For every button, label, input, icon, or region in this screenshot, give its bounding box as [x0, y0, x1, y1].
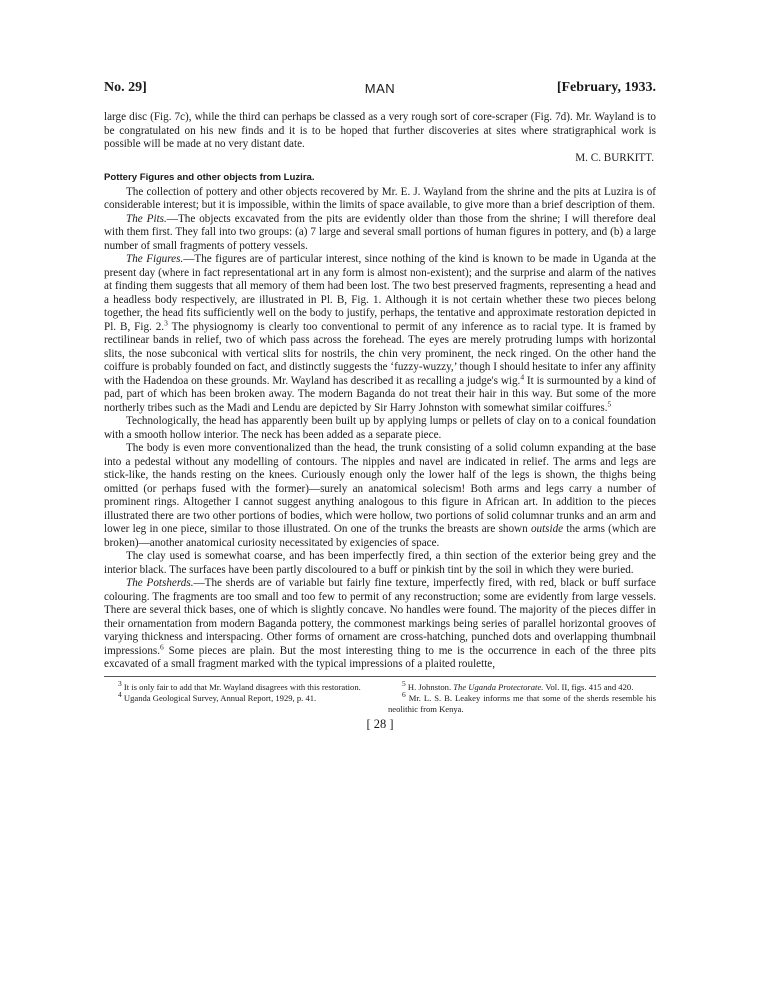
- footnotes-left: [104, 678, 372, 715]
- footnote-ref-6: 6: [160, 641, 164, 651]
- figures-text-a: —The figures are of particular interest, since nothing of the kind is known to be made in Uganda at the present day (where in fact representational art in any form is almost non-existent); and the surprise and alarm of the natives at finding them suggests that all memory of them had been lost. The two best preserved fragments, representing a head and a headless body respectively, are illustrated in Pl. B, Fig. 1. Although it is not certain whether these two pieces belong together, the head fits sufficiently well on the body to justify, perhaps, the tentative and approximate restoration depicted in Pl. B, Fig. 2.: [104, 253, 656, 333]
- footnotes-right: [388, 678, 656, 715]
- paragraph-clay: The clay used is somewhat coarse, and has been imperfectly fired, a thin section of the exterior being grey and the interior black. The surfaces have been partly discoloured to a buff or pinkish tint by the soil in which they were buried.: [104, 550, 656, 576]
- footnote-6-number: 6: [402, 689, 406, 699]
- footnote-3: [104, 678, 372, 693]
- journal-title: MAN: [364, 81, 396, 96]
- footnote-divider: [104, 676, 656, 677]
- footnote-5-text-b: Vol. II, figs. 415 and 420.: [543, 681, 634, 692]
- footnote-5-number: 5: [402, 678, 406, 688]
- footnote-4: [104, 689, 372, 704]
- footnote-6: [388, 689, 656, 715]
- body-text-b: the arms (which are broken)—another anatomical curiosity necessitated by exigencies of space.: [104, 523, 656, 549]
- paragraph-collection: The collection of pottery and other objects recovered by Mr. E. J. Wayland from the shrine and the pits at Luzira is of considerable interest; but it is impossible, within the limits of space available, to give more than a brief description of them.: [104, 185, 656, 211]
- potsherds-text-b: Some pieces are plain. But the most interesting thing to me is the occurrence in each of the three pits excavated of a small fragment marked with the typical impressions of a plaited roulette,: [104, 644, 656, 670]
- footnote-5-text-a: H. Johnston.: [405, 681, 454, 692]
- footnote-4-text: Uganda Geological Survey, Annual Report, 1929, p. 41.: [121, 692, 317, 703]
- article-body: [104, 111, 656, 672]
- section-heading: Pottery Figures and other objects from Luzira.: [104, 172, 315, 183]
- footnote-ref-4: 4: [520, 371, 525, 381]
- footnote-3-text: It is only fair to add that Mr. Wayland disagrees with this restoration.: [121, 681, 361, 692]
- pits-text: —The objects excavated from the pits are evidently older than those from the shrine; I will therefore deal with them first. They fall into two groups: (a) 7 large and several small portions of human figures in pottery, and (b) a large number of small fragments of pottery vessels.: [104, 212, 656, 252]
- footnote-ref-3: 3: [164, 317, 168, 327]
- body-text-a: The body is even more conventionalized than the head, the trunk consisting of a solid column expanding at the base into a pedestal without any modelling of contours. The nipples and navel are indicated in relief. The arms and legs are stick-like, the hands resting on the knees. Curiously enough only the lower half of the legs is shown, the thighs being omitted (or perhaps fused with the former)—surely an anatomical solecism! Both arms and legs carry a number of prominent rings. Altogether I cannot suggest anything analogous to this figure in African art. In addition to the pieces illustrated there are two other portions of bodies, which were hollow, two portions of solid columnar trunks and an arm and lower leg in one piece, similar to those illustrated. On one of the trunks the breasts are shown: [104, 442, 656, 535]
- paragraph-body: [104, 442, 656, 550]
- figures-text-c: It is surmounted by a kind of pad, part of which has been broken away. The modern Baganda do not treat their hair in this way. But some of the more northerly tribes such as the Madi and Lendu are depicted by Sir Harry Johnston with somewhat similar coiffures.: [104, 374, 656, 414]
- paragraph-potsherds: [104, 577, 656, 672]
- journal-page: [104, 80, 656, 732]
- footnote-6-text: Mr. L. S. B. Leakey informs me that some of the sherds resemble his neolithic from Kenya.: [388, 692, 656, 714]
- paragraph-technology: Technologically, the head has apparently been built up by applying lumps or pellets of clay on to a conical foundation with a smooth hollow interior. The neck has been added as a separate piece.: [104, 415, 656, 441]
- issue-number: No. 29]: [104, 80, 147, 95]
- page-number: [ 28 ]: [366, 716, 394, 731]
- pits-lead: The Pits.: [126, 212, 167, 225]
- issue-date: [February, 1933.: [556, 80, 656, 95]
- running-header: [104, 80, 656, 102]
- footnotes: [104, 678, 656, 715]
- body-italic: outside: [530, 523, 564, 535]
- paragraph-pits: [104, 213, 656, 254]
- potsherds-lead: The Potsherds.: [126, 577, 194, 589]
- paragraph-figures: [104, 253, 656, 415]
- footnote-5-title: The Uganda Protectorate.: [453, 681, 544, 692]
- footnote-4-number: 4: [118, 689, 122, 699]
- author-signature: M. C. BURKITT.: [575, 151, 654, 164]
- intro-paragraph: large disc (Fig. 7c), while the third can perhaps be classed as a very rough sort of core-scraper (Fig. 7d). Mr. Wayland is to be congratulated on his new finds and it is to be hoped that further discoveries at sites where stratigraphical work is possible will be made at no very distant date.: [104, 111, 656, 150]
- footnote-3-number: 3: [118, 678, 122, 688]
- figures-text-b: The physiognomy is clearly too conventional to permit of any inference as to racial type. It is framed by rectilinear bands in relief, two of which pass across the forehead. The eyes are merely protruding lumps with horizontal slits, the nose subconical with vertical slits for nostrils, the chin very prominent, the neck ringed. On the other hand the coiffure is probably founded on fact, and distinctly suggests the ‘fuzzy-wuzzy,’ though I should hesitate to infer any affinity with the Hadendoa on these grounds. Mr. Wayland has described it as recalling a judge's wig.: [104, 320, 657, 387]
- figures-lead: The Figures.: [126, 253, 184, 265]
- footnote-5: [388, 678, 656, 693]
- footnote-ref-5: 5: [607, 398, 612, 408]
- potsherds-text-a: —The sherds are of variable but fairly fine texture, imperfectly fired, with red, black or buff surface colouring. The fragments are too small and too few to permit of any reconstruction; some are evidently from large vessels. There are several thick bases, one of which is slightly concave. No handles were found. The majority of the pieces differ in their ornamentation from modern Baganda pottery, the commonest markings being series of parallel horizontal grooves of varying thickness and interspacing. Other forms of ornament are cross-hatching, punched dots and overlapping thumbnail impressions.: [104, 577, 656, 657]
